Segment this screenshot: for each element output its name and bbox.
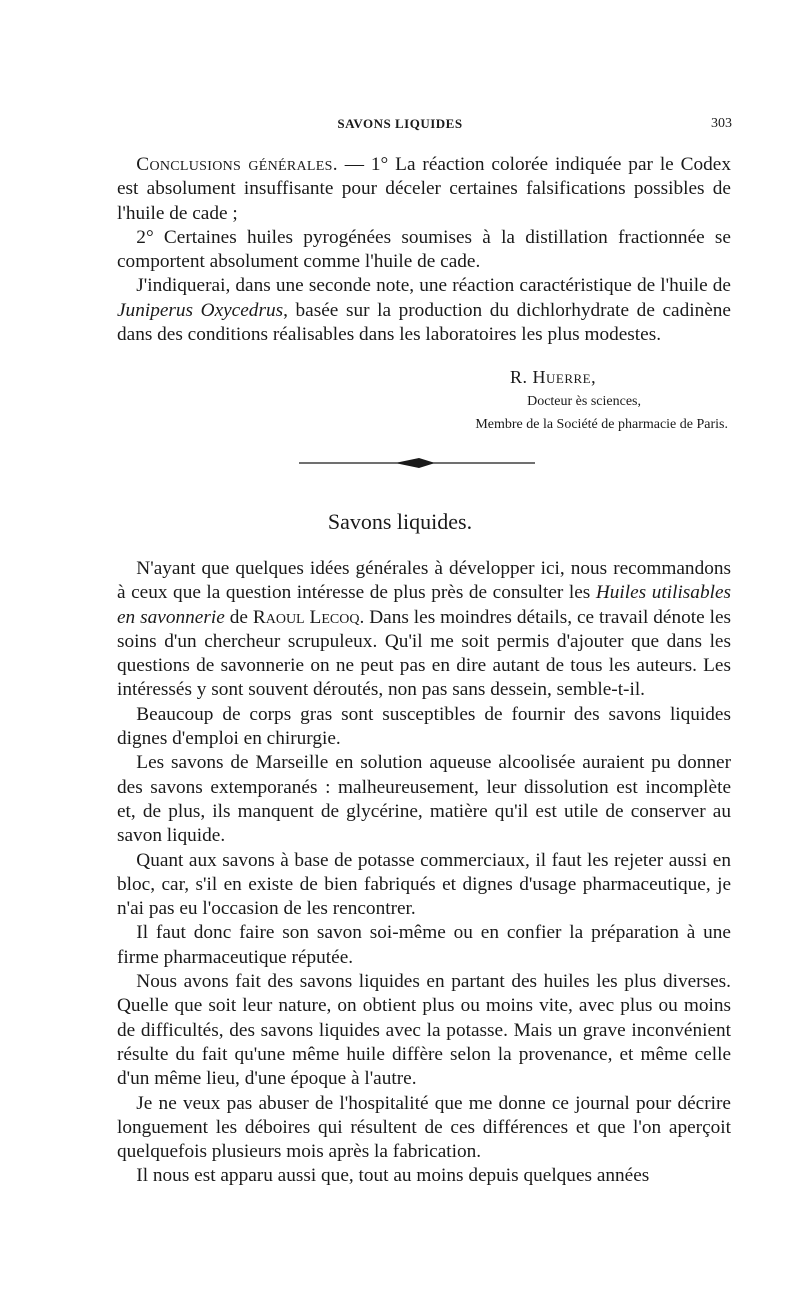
conclusion-text-3a: J'indiquerai, dans une seconde note, une réaction caractéristique de l'huile de xyxy=(136,275,731,297)
conclusion-paragraph-3 xyxy=(117,274,731,347)
article-paragraph-7: Je ne veux pas abuser de l'hospitalité que me donne ce journal pour décrire longuement les déboires qui résultent de ces différences et que l'on aperçoit quelquefois plusieurs mois après la fabrication. xyxy=(117,1092,731,1163)
page-number: 303 xyxy=(711,116,732,131)
cited-book-title: Huiles utilisables en savonnerie xyxy=(117,582,732,628)
article-paragraph-4: Quant aux savons à base de potasse commerciaux, il faut les rejeter aussi en bloc, car, s'il en existe de bien fabriqués et dignes d'usage pharmaceutique, je n'ai pas eu l'occasion de les rencontrer. xyxy=(117,849,731,920)
article-text-1c: . Dans les moindres détails, ce travail dénote les soins d'un chercheur scrupuleux. Qu'il me soit permis d'ajouter que dans les questions de savonnerie on ne peut pas en dire autant de tous les auteurs. Les intéressés y sont souvent déroutés, non pas sans dessein, semble-t-il. xyxy=(117,606,732,701)
conclusion-paragraph-2: 2° Certaines huiles pyrogénées soumises à la distillation fractionnée se comportent absolument comme l'huile de cade. xyxy=(117,226,731,273)
cited-author: Raoul Lecoq xyxy=(252,606,360,628)
species-name: Juniperus Oxycedrus xyxy=(117,299,284,321)
author-name: R. Huerre, xyxy=(510,367,597,387)
author-affiliation: Membre de la Société de pharmacie de Paris. xyxy=(475,417,728,432)
conclusion-text-3b: , basée sur la production du dichlorhydrate de cadinène dans des conditions réalisables dans les laboratoires les plus modestes. xyxy=(117,299,731,346)
author-title: Docteur ès sciences, xyxy=(527,394,641,409)
article-paragraph-8: Il nous est apparu aussi que, tout au moins depuis quelques années xyxy=(136,1165,650,1187)
section-title: Savons liquides. xyxy=(327,509,473,534)
article-paragraph-3: Les savons de Marseille en solution aqueuse alcoolisée auraient pu donner des savons extemporanés : malheureusement, leur dissolution est incomplète et, de plus, ils manquent de glycérine, matière qu'il est utile de conserver au savon liquide. xyxy=(117,752,731,847)
conclusion-paragraph-1 xyxy=(117,153,731,226)
running-header xyxy=(0,116,800,138)
article-text-1b: de xyxy=(224,606,253,628)
conclusion-block xyxy=(117,153,731,347)
article-body xyxy=(117,557,731,1189)
running-title: SAVONS LIQUIDES xyxy=(337,116,463,131)
section-divider-ornament xyxy=(299,455,535,471)
conclusion-text-1: — 1° La réaction colorée indiquée par le Codex est absolument insuffisante pour déceler certaines falsifications possibles de l'huile de cade ; xyxy=(117,154,731,224)
article-paragraph-1 xyxy=(117,557,731,703)
conclusion-lead-in: Conclusions générales. xyxy=(136,154,338,175)
article-text-1a: N'ayant que quelques idées générales à développer ici, nous recommandons à ceux que la question intéresse de plus près de consulter les xyxy=(117,558,731,604)
article-paragraph-5: Il faut donc faire son savon soi-même ou en confier la préparation à une firme pharmaceutique réputée. xyxy=(117,922,731,968)
article-paragraph-2: Beaucoup de corps gras sont susceptibles de fournir des savons liquides dignes d'emploi en chirurgie. xyxy=(117,703,731,750)
article-paragraph-6: Nous avons fait des savons liquides en partant des huiles les plus diverses. Quelle que soit leur nature, on obtient plus ou moins vite, avec plus ou moins de difficultés, des savons liquides avec la potasse. Mais un grave inconvénient résulte du fait qu'une même huile diffère selon la provenance, et même celle d'un même lieu, d'une époque à l'autre. xyxy=(117,971,731,1090)
author-signature xyxy=(117,367,731,437)
